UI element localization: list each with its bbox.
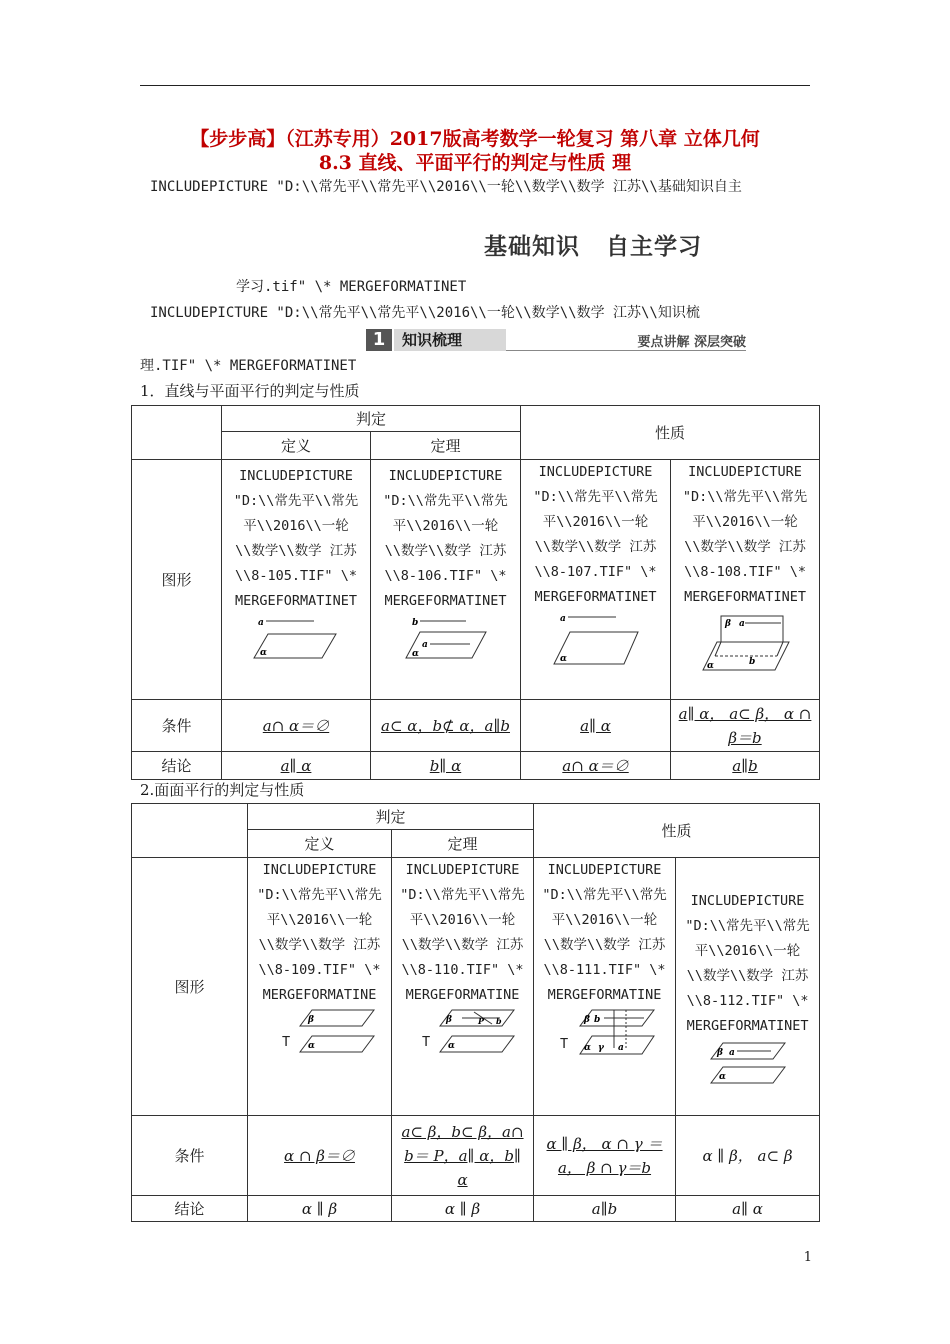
plane-intersection-figure — [695, 612, 795, 672]
table2-condition — [392, 1116, 534, 1196]
svg-text:α: α — [308, 1041, 315, 1051]
svg-text:β: β — [725, 619, 731, 629]
include-field-2: INCLUDEPICTURE "D:\\常先平\\常先平\\2016\\一轮\\数学\\数学 江苏\\知识梳 — [150, 305, 700, 321]
document-title-line1: 【步步高】（江苏专用）2017版高考数学一轮复习 第八章 立体几何 — [190, 128, 760, 150]
table1-row-figure-label: 图形 — [132, 460, 222, 700]
header-rule — [140, 85, 810, 86]
table1-figure-placeholder: INCLUDEPICTURE "D:\\常先平\\常先平\\2016\\一轮\\数学\\数学 江苏\\8-108.TIF" \* MERGEFORMATINET — [682, 464, 808, 605]
table2-figure-wrap — [392, 1008, 533, 1056]
intersecting-lines-parallel-plane-figure — [434, 1008, 520, 1056]
table2-header-judge: 判定 — [248, 804, 534, 830]
knowledge-underline — [506, 350, 746, 351]
table1-header-property: 性质 — [521, 406, 820, 460]
table1-condition — [671, 700, 820, 752]
table1-conclusion-text: a∩ α＝∅ — [562, 757, 629, 775]
table2-figure-placeholder: INCLUDEPICTURE "D:\\常先平\\常先平\\2016\\一轮\\数学\\数学 江苏\\8-112.TIF" \* MERGEFORMATINET — [685, 892, 810, 1034]
svg-text:α: α — [559, 654, 567, 664]
table2-conclusion-text: α ∥ β — [301, 1199, 338, 1218]
table1-figure-cell — [671, 460, 820, 700]
svg-text:α: α — [718, 1071, 726, 1082]
svg-text:P: P — [478, 1016, 485, 1026]
table2-condition-text: α ∥ β， a⊂ β — [702, 1147, 793, 1165]
table2-row-condition-label: 条件 — [132, 1116, 248, 1196]
table1-condition — [521, 700, 671, 752]
svg-text:b: b — [411, 618, 418, 628]
table2-conclusion — [248, 1196, 392, 1222]
table1-figure-cell — [521, 460, 671, 700]
svg-text:α: α — [584, 1043, 591, 1053]
table1-figure-cell — [371, 460, 521, 700]
table2-row-figure-label: 图形 — [132, 858, 248, 1116]
svg-text:a: a — [618, 1043, 624, 1053]
page-number: 1 — [803, 1250, 812, 1265]
section-banner — [484, 228, 728, 261]
section-heading-1: 1．直线与平面平行的判定与性质 — [140, 382, 360, 400]
table2-figure-placeholder: INCLUDEPICTURE "D:\\常先平\\常先平\\2016\\一轮\\数学\\数学 江苏\\8-109.TIF" \* MERGEFORMATINE — [257, 862, 382, 1003]
table2-row-conclusion-label: 结论 — [132, 1196, 248, 1222]
svg-text:β: β — [308, 1015, 314, 1025]
svg-text:a: a — [421, 640, 428, 650]
knowledge-header-bar — [366, 329, 746, 351]
table2-figure-cell — [248, 858, 392, 1116]
svg-text:α: α — [411, 649, 419, 659]
table2-figure-tail: T — [422, 1034, 431, 1050]
svg-text:α: α — [260, 648, 267, 658]
include-field-2-cont: 理.TIF" \* MERGEFORMATINET — [140, 358, 357, 374]
table2-condition — [534, 1116, 676, 1196]
table2-figure-tail: T — [282, 1034, 291, 1050]
table2-figure-cell — [676, 858, 820, 1116]
table2-figure-wrap — [534, 1008, 675, 1056]
table2-figure-placeholder: INCLUDEPICTURE "D:\\常先平\\常先平\\2016\\一轮\\数学\\数学 江苏\\8-111.TIF" \* MERGEFORMATINE — [542, 862, 667, 1003]
table2-condition — [676, 1116, 820, 1196]
table2-figure-tail: T — [560, 1036, 569, 1052]
svg-text:α: α — [448, 1041, 455, 1051]
table2-condition-text: α ∩ β＝∅ — [284, 1147, 355, 1165]
svg-text:b: b — [594, 1015, 601, 1025]
table1-condition-text: a⊂ α，b⊄ α，a∥b — [381, 717, 510, 735]
table1-header-theorem: 定理 — [371, 432, 521, 460]
table1-condition — [222, 700, 371, 752]
third-plane-cuts-parallel-planes-figure — [574, 1008, 660, 1058]
table2-conclusion-text: a∥b — [591, 1199, 618, 1218]
table1-condition-text: a∩ α＝∅ — [262, 717, 330, 735]
two-parallel-planes-figure — [294, 1008, 380, 1056]
table2-condition-text: a⊂ β，b⊂ β，a∩ b＝ P，a∥ α，b∥ α — [401, 1122, 524, 1189]
line-above-plane-figure — [246, 616, 346, 662]
table1-row-condition-label: 条件 — [132, 700, 222, 752]
table2-conclusion — [534, 1196, 676, 1222]
knowledge-label: 知识梳理 — [394, 329, 506, 351]
svg-text:α: α — [707, 661, 714, 671]
parallel-line-plane-figure — [546, 612, 646, 668]
svg-text:β: β — [716, 1047, 723, 1058]
table2-header-property: 性质 — [534, 804, 820, 858]
table1-figure-placeholder: INCLUDEPICTURE "D:\\常先平\\常先平\\2016\\一轮\\数学\\数学 江苏\\8-105.TIF" \* MERGEFORMATINET — [233, 468, 359, 609]
table2-conclusion — [392, 1196, 534, 1222]
table1-condition-text: a∥ α， a⊂ β， α ∩ β＝b — [678, 704, 812, 747]
table2-conclusion-text: α ∥ β — [444, 1199, 481, 1218]
table2-figure-cell — [534, 858, 676, 1116]
table1-header-judge: 判定 — [222, 406, 521, 432]
svg-text:γ: γ — [598, 1043, 604, 1053]
table-line-plane-parallel — [131, 405, 820, 780]
table2-header-definition: 定义 — [248, 830, 392, 858]
banner-text-right: 自主学习 — [606, 234, 702, 260]
svg-text:β: β — [446, 1015, 452, 1025]
table-plane-plane-parallel — [131, 803, 820, 1222]
svg-text:a: a — [739, 619, 745, 629]
table1-conclusion — [371, 752, 521, 780]
knowledge-subtitle: 要点讲解 深层突破 — [637, 335, 746, 350]
table1-conclusion-text: b∥ α — [429, 756, 462, 775]
table1-condition-text: a∥ α — [580, 716, 611, 735]
svg-text:b: b — [496, 1016, 502, 1026]
svg-text:a: a — [559, 614, 566, 624]
table1-conclusion — [671, 752, 820, 780]
table2-figure-cell — [392, 858, 534, 1116]
table1-conclusion — [521, 752, 671, 780]
svg-text:β: β — [584, 1015, 590, 1025]
parallel-planes-with-line-figure — [705, 1041, 791, 1085]
table2-conclusion-text: a∥ α — [732, 1199, 763, 1218]
table1-header-definition: 定义 — [222, 432, 371, 460]
table2-condition-text: α ∥ β， α ∩ γ ＝a， β ∩ γ＝b — [546, 1134, 663, 1177]
table2-figure-wrap — [248, 1008, 391, 1056]
table2-condition — [248, 1116, 392, 1196]
include-field-1: INCLUDEPICTURE "D:\\常先平\\常先平\\2016\\一轮\\数学\\数学 江苏\\基础知识自主 — [150, 179, 742, 195]
table1-figure-cell — [222, 460, 371, 700]
table2-conclusion — [676, 1196, 820, 1222]
banner-text-left: 基础知识 — [484, 234, 580, 260]
table1-figure-placeholder: INCLUDEPICTURE "D:\\常先平\\常先平\\2016\\一轮\\数学\\数学 江苏\\8-107.TIF" \* MERGEFORMATINET — [533, 464, 658, 605]
table2-corner — [132, 804, 248, 858]
table1-conclusion-text: a∥b — [732, 756, 758, 775]
svg-text:b: b — [749, 657, 756, 667]
table1-condition — [371, 700, 521, 752]
section-heading-2: 2.面面平行的判定与性质 — [140, 781, 305, 799]
include-field-1-cont: 学习.tif" \* MERGEFORMATINET — [236, 279, 467, 295]
knowledge-number: 1 — [366, 329, 392, 351]
svg-text:a: a — [258, 618, 264, 628]
table2-figure-placeholder: INCLUDEPICTURE "D:\\常先平\\常先平\\2016\\一轮\\数学\\数学 江苏\\8-110.TIF" \* MERGEFORMATINE — [400, 862, 525, 1003]
table1-row-conclusion-label: 结论 — [132, 752, 222, 780]
table1-conclusion-text: a∥ α — [280, 756, 312, 775]
line-and-line-in-plane-figure — [396, 616, 496, 662]
svg-text:a: a — [728, 1047, 735, 1058]
table1-conclusion — [222, 752, 371, 780]
table1-figure-placeholder: INCLUDEPICTURE "D:\\常先平\\常先平\\2016\\一轮\\数学\\数学 江苏\\8-106.TIF" \* MERGEFORMATINET — [383, 468, 508, 609]
table1-corner — [132, 406, 222, 460]
table2-header-theorem: 定理 — [392, 830, 534, 858]
document-title-line2: 8.3 直线、平面平行的判定与性质 理 — [318, 152, 632, 174]
